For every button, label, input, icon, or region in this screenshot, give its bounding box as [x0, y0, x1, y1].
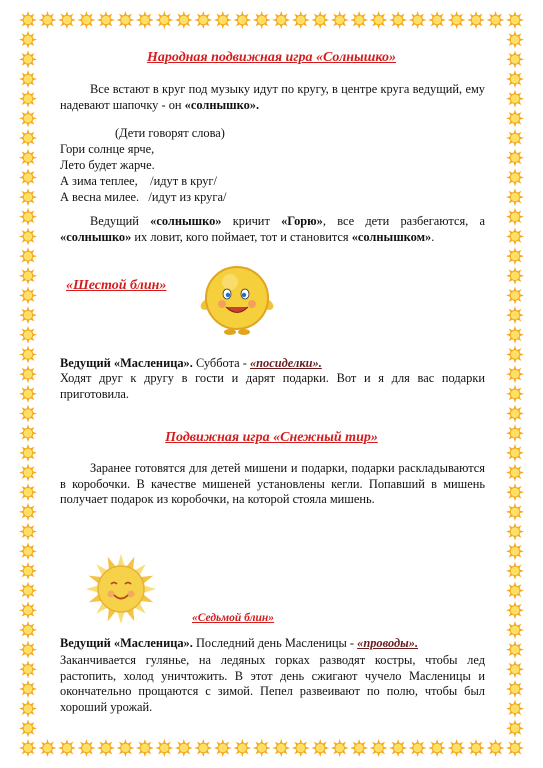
game1-verse: Гори солнце ярче, [60, 142, 155, 156]
game1-verse: А весна милее. /идут из круга/ [60, 190, 227, 204]
blin7-text: Заканчивается гулянье, на ледяных горках разводят костры, чтобы лед растопить, холод уничтожить. В этот день сжигают чучело Масленицы и окончательно прощаются с зимой. Пепел развеивают по полю, чтобы был хороший урожай. [60, 653, 485, 714]
sun-face-icon [84, 552, 158, 626]
smiling-sun-icon [192, 258, 282, 338]
game1-verse: А зима теплее, /идут в круг/ [60, 174, 217, 188]
blin6-host-line: Ведущий «Масленица». Суббота - «посиделки». [60, 356, 322, 370]
blin6-text: Ходят друг к другу в гости и дарят подарки. Вот и я для вас подарки приготовила. [60, 371, 485, 401]
blin6-title: «Шестой блин» [66, 278, 167, 293]
blin7-host-line: Ведущий «Масленица». Последний день Масленицы - «проводы». [60, 636, 419, 650]
game1-title: Народная подвижная игра «Солнышко» [147, 50, 396, 65]
game1-rules: Ведущий «солнышко» кричит «Горю», все дети разбегаются, а «солнышко» их ловит, кого поймает, тот и становится «солнышком». [60, 214, 485, 244]
game1-intro: Все встают в круг под музыку идут по кругу, в центре круга ведущий, ему надевают шапочку - он «солнышко». [60, 82, 485, 112]
game1-verse: Лето будет жарче. [60, 158, 155, 172]
game1-note: (Дети говорят слова) [115, 126, 225, 140]
blin7-title: «Седьмой блин» [192, 612, 275, 624]
game2-title: Подвижная игра «Снежный тир» [165, 430, 378, 445]
game2-text: Заранее готовятся для детей мишени и подарки, подарки раскладываются в коробочки. В качестве мишеней установлены кегли. Попавший в мишень получает подарок из коробочки, на которой стояла мишень. [60, 461, 485, 507]
